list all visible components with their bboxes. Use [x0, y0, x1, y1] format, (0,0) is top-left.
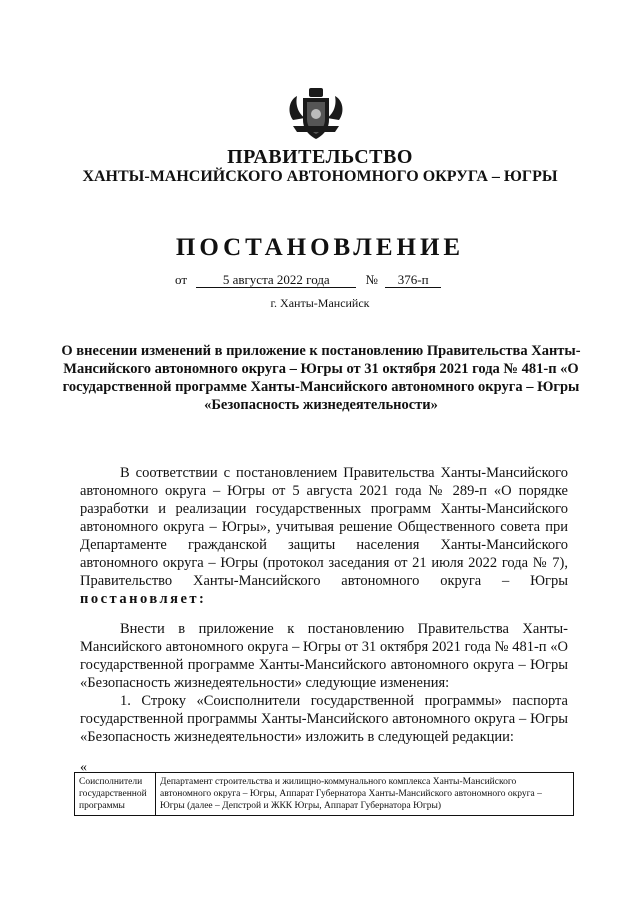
region-name: ХАНТЫ-МАНСИЙСКОГО АВТОНОМНОГО ОКРУГА – ЮГРЫ — [82, 168, 558, 185]
document-type: ПОСТАНОВЛЕНИЕ — [175, 234, 465, 261]
item-1-text: 1. Строку «Соисполнители государственной программы» паспорта государственной программы Ханты-Мансийского автономного округа – Югры «Безопасность жизнедеятельности» изложить в следующей редакции: — [80, 693, 568, 745]
paragraph-amendments — [80, 620, 568, 746]
table-key-cell: Соисполнители государственной программы — [75, 773, 156, 816]
amendments-text: Внести в приложение к постановлению Правительства Ханты-Мансийского автономного округа – Югры от 31 октября 2021 года № 481-п «О государственной программе Ханты-Мансийского автономного округа – Югры «Безопасность жизнедеятельности» следующие изменения: — [80, 621, 568, 691]
paragraph-preamble — [80, 464, 568, 608]
table-value-cell: Департамент строительства и жилищно-коммунального комплекса Ханты-Мансийского автономного округа – Югры, Аппарат Губернатора Ханты-Мансийского автономного округа – Югры (далее – Депстрой и ЖКК Югры, Аппарат Губернатора Югры) — [156, 773, 574, 816]
document-title: О внесении изменений в приложение к постановлению Правительства Ханты-Мансийского автономного округа – Югры от 31 октября 2021 года № 481-п «О государственной программе Ханты-Мансийского автономного округа – Югры «Безопасность жизнедеятельности» — [61, 343, 581, 413]
document-date: 5 августа 2022 года — [196, 273, 356, 288]
coat-of-arms-icon — [285, 86, 347, 142]
table-row — [75, 773, 574, 816]
government-title: ПРАВИТЕЛЬСТВО — [227, 146, 413, 168]
number-prefix: № — [365, 272, 378, 287]
resolve-word: постановляет: — [80, 591, 207, 607]
date-prefix: от — [175, 272, 188, 287]
preamble-text: В соответствии с постановлением Правительства Ханты-Мансийского автономного округа – Югры от 5 августа 2021 года № 289-п «О порядке разработки и реализации государственных программ Ханты-Мансийского автономного округа – Югры», учитывая решение Общественного совета при Департаменте гражданской защиты населения Ханты-Мансийского автономного округа – Югры (протокол заседания от 21 июля 2022 года № 7), Правительство Ханты-Мансийского автономного округа – Югры — [80, 465, 568, 589]
city-name: г. Ханты-Мансийск — [270, 296, 370, 310]
document-number: 376-п — [385, 273, 441, 288]
co-executors-table — [74, 772, 574, 816]
date-number-line — [175, 272, 441, 288]
opening-quote: « — [80, 760, 87, 775]
